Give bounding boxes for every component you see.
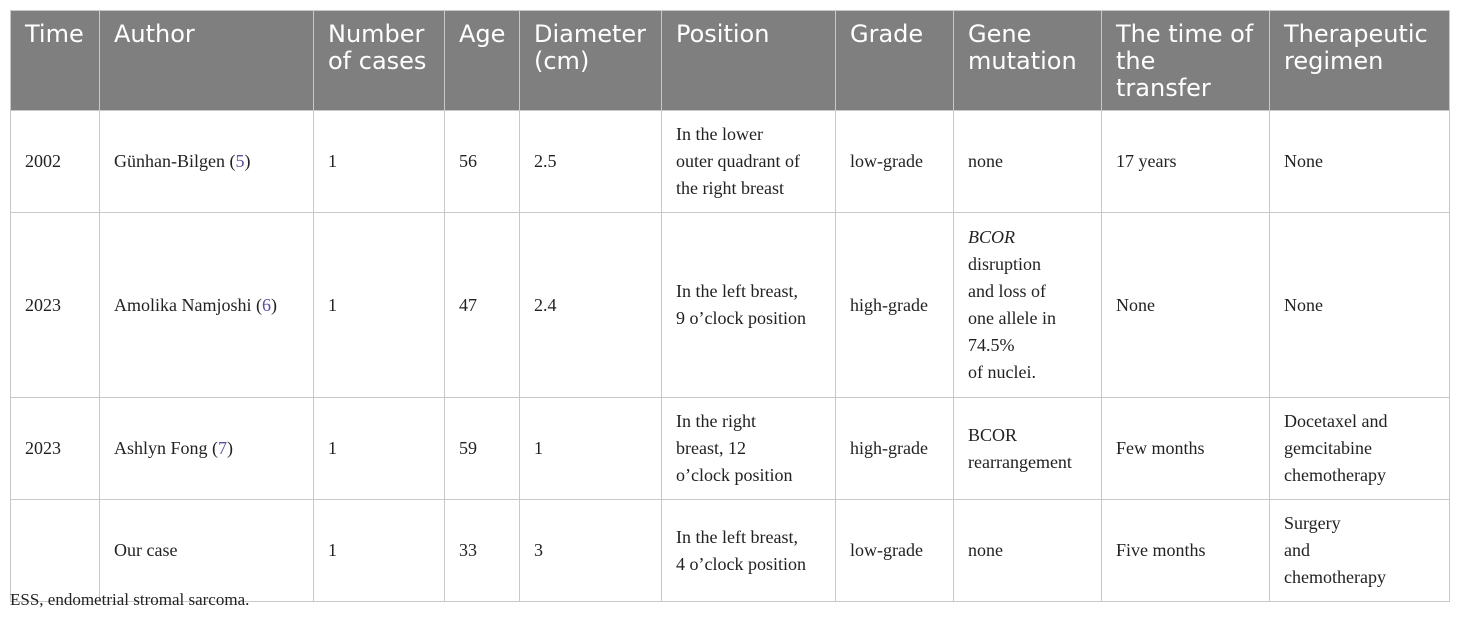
table-footnote: ESS, endometrial stromal sarcoma. [10,590,250,609]
cell-age: 47 [445,213,520,398]
cell-cases: 1 [314,213,445,398]
case-comparison-table [10,10,1450,602]
cell-transfer-time: Few months [1102,398,1270,500]
cell-diameter: 3 [520,500,662,602]
cell-age: 59 [445,398,520,500]
cell-regimen: None [1270,213,1450,398]
cell-gene-mutation: none [954,111,1102,213]
cell-gene-mutation: none [954,500,1102,602]
cell-time: 2023 [11,213,100,398]
cell-author: Ashlyn Fong (7) [100,398,314,500]
cell-gene-mutation: BCOR rearrangement [954,398,1102,500]
cell-time: 2002 [11,111,100,213]
cell-cases: 1 [314,398,445,500]
cell-regimen: Surgery and chemotherapy [1270,500,1450,602]
cell-diameter: 2.5 [520,111,662,213]
cell-position: In the lower outer quadrant of the right breast [662,111,836,213]
cell-cases: 1 [314,500,445,602]
cell-time [11,500,100,602]
cell-position: In the left breast, 4 o’clock position [662,500,836,602]
cell-gene-mutation: BCOR disruption and loss of one allele in 74.5% of nuclei. [954,213,1102,398]
cell-cases: 1 [314,111,445,213]
table-row [11,213,1450,398]
cell-time: 2023 [11,398,100,500]
table-row [11,111,1450,213]
cell-diameter: 2.4 [520,213,662,398]
cell-grade: high-grade [836,398,954,500]
cell-age: 56 [445,111,520,213]
cell-author: Günhan-Bilgen (5) [100,111,314,213]
reference-link[interactable]: 7 [218,438,228,458]
header-position: Position [662,11,836,111]
header-age: Age [445,11,520,111]
cell-transfer-time: None [1102,213,1270,398]
header-therapeutic-regimen: Therapeutic regimen [1270,11,1450,111]
cell-author: Amolika Namjoshi (6) [100,213,314,398]
cell-grade: low-grade [836,111,954,213]
cell-grade: high-grade [836,213,954,398]
header-author: Author [100,11,314,111]
cell-regimen: None [1270,111,1450,213]
cell-diameter: 1 [520,398,662,500]
header-time: Time [11,11,100,111]
cell-regimen: Docetaxel and gemcitabine chemotherapy [1270,398,1450,500]
header-grade: Grade [836,11,954,111]
cell-position: In the right breast, 12 o’clock position [662,398,836,500]
cell-position: In the left breast, 9 o’clock position [662,213,836,398]
table-row [11,500,1450,602]
cell-age: 33 [445,500,520,602]
reference-link[interactable]: 5 [235,151,245,171]
header-diameter: Diameter (cm) [520,11,662,111]
header-number-of-cases: Number of cases [314,11,445,111]
header-row [11,11,1450,111]
table-row [11,398,1450,500]
cell-transfer-time: Five months [1102,500,1270,602]
header-transfer-time: The time of the transfer [1102,11,1270,111]
header-gene-mutation: Gene mutation [954,11,1102,111]
cell-grade: low-grade [836,500,954,602]
cell-transfer-time: 17 years [1102,111,1270,213]
table-container [10,10,1449,602]
reference-link[interactable]: 6 [261,294,271,315]
cell-author: Our case [100,500,314,602]
